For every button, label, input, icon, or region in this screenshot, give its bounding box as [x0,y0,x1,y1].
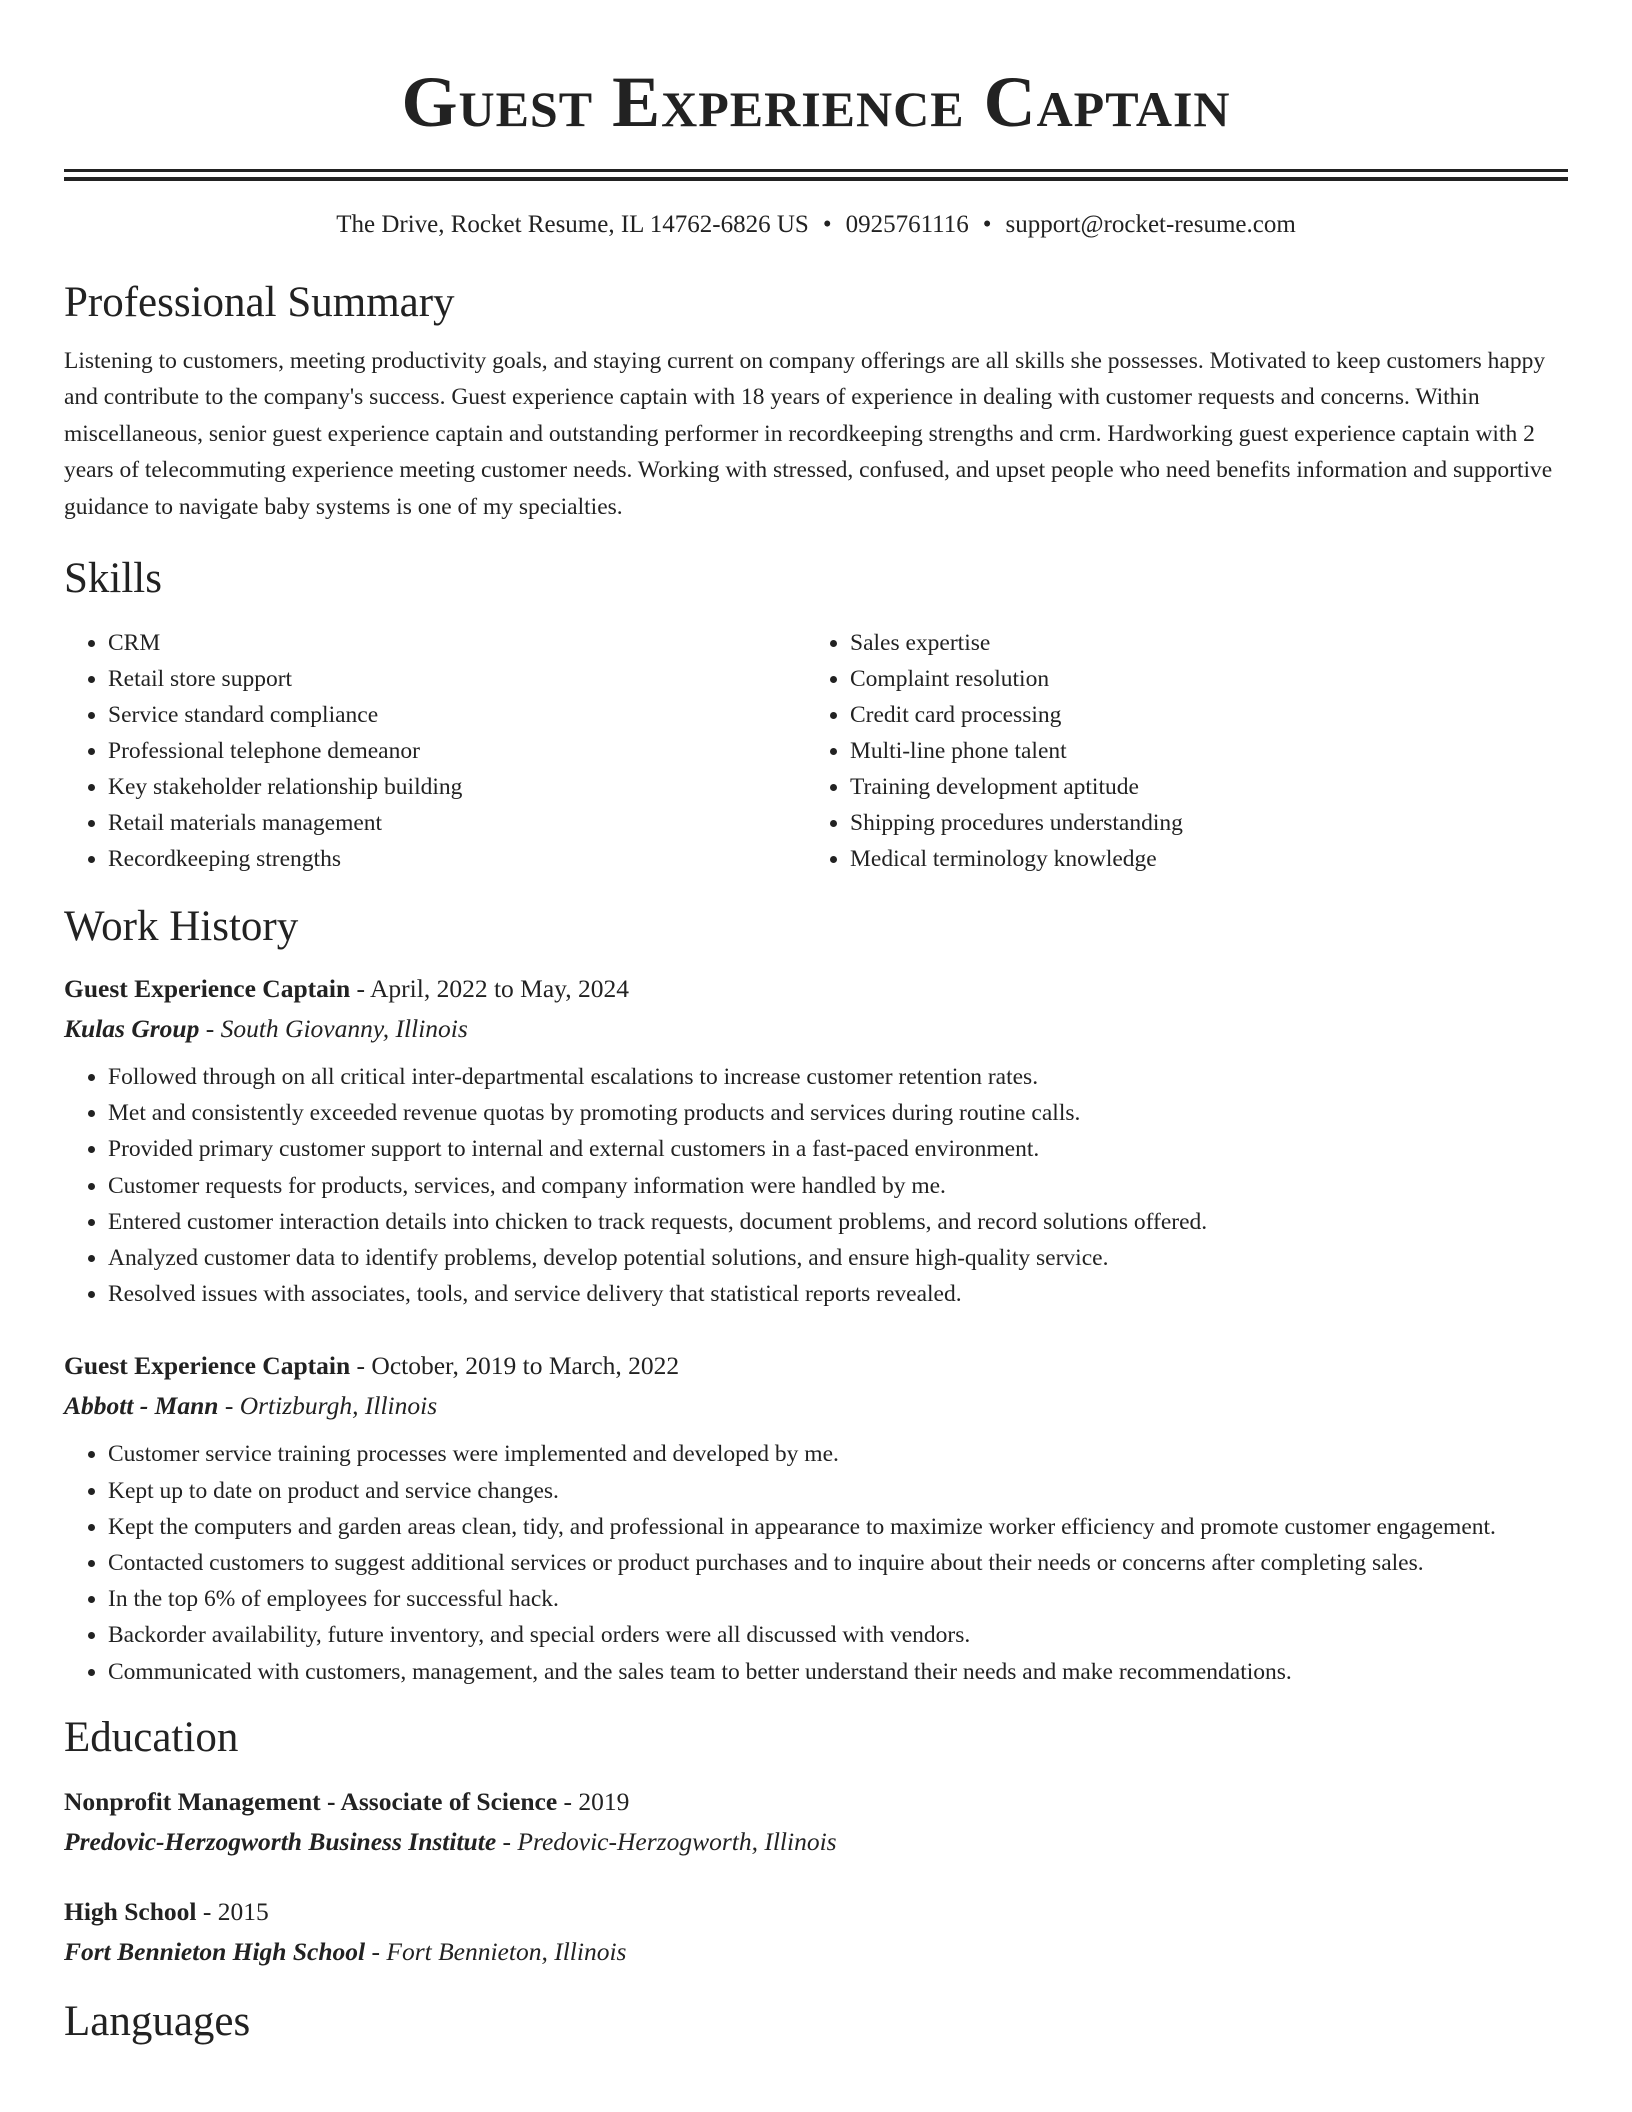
job-company: Abbott - Mann [64,1391,219,1421]
job-bullet: • Followed through on all critical inter-departmental escalations to increase customer retention rates. [108,1059,1568,1095]
languages-heading: Languages [64,1997,251,2045]
job-bullet: • Provided primary customer support to internal and external customers in a fast-paced environment. [108,1131,1568,1167]
skill-item: • CRM [108,625,806,661]
summary-heading: Professional Summary [64,279,455,326]
job-bullet: • Customer requests for products, services, and company information were handled by me. [108,1168,1568,1204]
skill-item: • Multi-line phone talent [850,733,1548,769]
education-location: - Predovic-Herzogworth, Illinois [496,1826,837,1856]
education-degree: Nonprofit Management - Associate of Science [64,1786,558,1816]
skills-list-right [806,625,1548,877]
job-bullet: • Backorder availability, future inventory, and special orders were all discussed with vendors. [108,1617,1568,1653]
skill-item: • Shipping procedures understanding [850,805,1548,841]
skill-item: • Medical terminology knowledge [850,841,1548,877]
job-title: Guest Experience Captain [64,974,351,1004]
job-bullet: • Kept the computers and garden areas clean, tidy, and professional in appearance to maximize worker efficiency and promote customer engagement. [108,1509,1568,1545]
education-year: - 2015 [196,1896,269,1926]
skills-columns [64,625,1568,877]
job-bullet: • Analyzed customer data to identify problems, develop potential solutions, and ensure high-quality service. [108,1240,1568,1276]
job-bullets [64,1059,1568,1312]
contact-address: The Drive, Rocket Resume, IL 14762-6826 US [336,211,809,238]
job-bullet: • Met and consistently exceeded revenue quotas by promoting products and services during routine calls. [108,1095,1568,1131]
job-header [64,1346,1568,1386]
skill-item: • Sales expertise [850,625,1548,661]
job-bullet: • In the top 6% of employees for successful hack. [108,1581,1568,1617]
education-school: Fort Bennieton High School [64,1936,366,1966]
education-school: Predovic-Herzogworth Business Institute [64,1826,497,1856]
job-location: - South Giovanny, Illinois [199,1014,468,1044]
skill-item: • Service standard compliance [108,697,806,733]
job-company: Kulas Group [64,1014,200,1044]
contact-line [64,209,1568,241]
job-bullet: • Communicated with customers, management, and the sales team to better understand their needs and make recommendations. [108,1654,1568,1690]
job-bullet: • Customer service training processes were implemented and developed by me. [108,1436,1568,1472]
summary-text: Listening to customers, meeting productivity goals, and staying current on company offerings are all skills she possesses. Motivated to keep customers happy and contribute to the company's success. Guest experience captain with 18 years of experience in dealing with customer requests and concerns. Within miscellaneous, senior guest experience captain and outstanding performer in recordkeeping strengths and crm. Hardworking guest experience captain with 2 years of telecommuting experience meeting customer needs. Working with stressed, confused, and upset people who need benefits information and supportive guidance to navigate baby systems is one of my specialties. [64,348,1553,520]
job-bullet: • Contacted customers to suggest additional services or product purchases and to inquire about their needs or concerns after completing sales. [108,1545,1568,1581]
contact-separator: • [822,211,832,238]
education-location: - Fort Bennieton, Illinois [365,1936,627,1966]
contact-email: support@rocket-resume.com [1005,211,1296,238]
education-year: - 2019 [557,1786,630,1816]
skill-item: • Professional telephone demeanor [108,733,806,769]
education-header [64,1892,1568,1932]
job-title: Guest Experience Captain [64,1351,351,1381]
title-double-rule [64,169,1568,181]
education-degree: High School [64,1896,197,1926]
skill-item: • Retail store support [108,661,806,697]
resume-page [64,0,1568,2048]
job-company-line [64,1009,1568,1049]
resume-title: Guest Experience Captain [401,62,1231,142]
job-location: - Ortizburgh, Illinois [218,1391,438,1421]
skills-heading: Skills [64,555,162,603]
job-dates: - April, 2022 to May, 2024 [350,974,629,1004]
skill-item: • Recordkeeping strengths [108,841,806,877]
skill-item: • Complaint resolution [850,661,1548,697]
skill-item: • Retail materials management [108,805,806,841]
education-heading: Education [64,1713,239,1761]
skill-item: • Credit card processing [850,697,1548,733]
education-school-line [64,1932,1568,1972]
skill-item: • Key stakeholder relationship building [108,769,806,805]
job-bullet: • Resolved issues with associates, tools, and service delivery that statistical reports revealed. [108,1276,1568,1312]
education-school-line [64,1822,1568,1862]
job-header [64,969,1568,1009]
job-bullet: • Kept up to date on product and service changes. [108,1473,1568,1509]
job-bullets [64,1436,1568,1689]
job-bullet: • Entered customer interaction details into chicken to track requests, document problems, and record solutions offered. [108,1204,1568,1240]
education-header [64,1782,1568,1822]
work-history-heading: Work History [64,903,299,951]
skill-item: • Training development aptitude [850,769,1548,805]
contact-separator: • [982,211,992,238]
job-dates: - October, 2019 to March, 2022 [350,1351,680,1381]
contact-phone: 0925761116 [845,211,969,238]
skills-list-left [64,625,806,877]
job-company-line [64,1386,1568,1426]
